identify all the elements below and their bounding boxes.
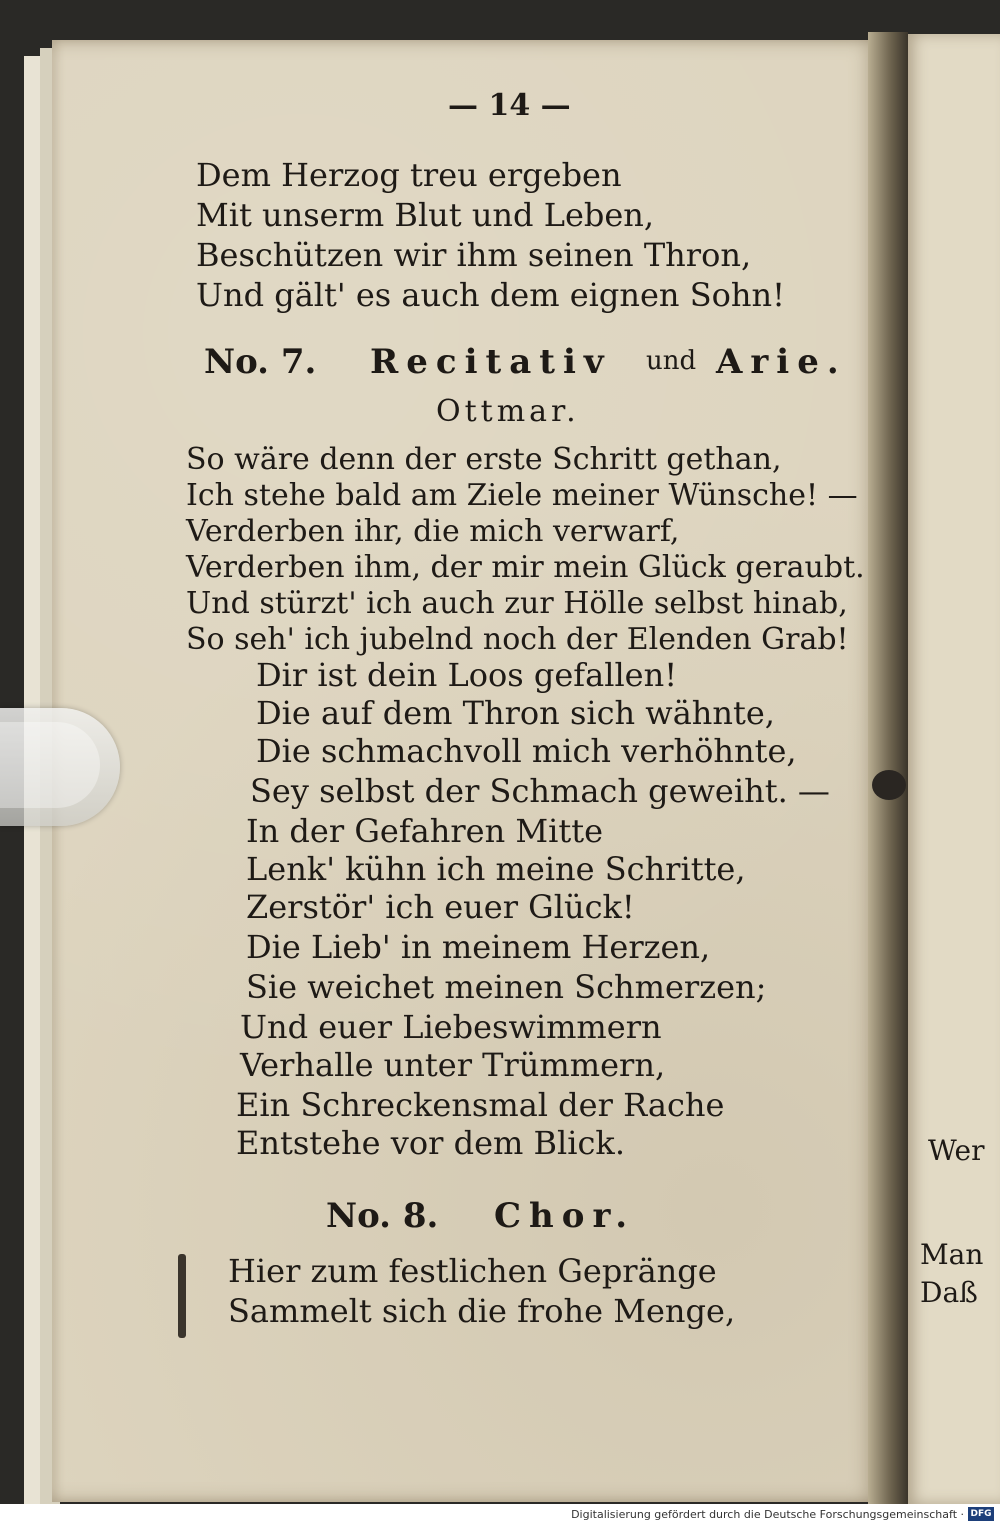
verse-line: Beschützen wir ihm seinen Thron,	[196, 236, 752, 274]
section-title: Arie.	[716, 342, 847, 382]
section-title: Chor.	[494, 1196, 636, 1236]
section-title: Recitativ	[370, 342, 612, 382]
verse-line: Die auf dem Thron sich wähnte,	[256, 694, 775, 732]
verse-line: Verhalle unter Trümmern,	[240, 1046, 666, 1084]
verse-line: Und gält' es auch dem eignen Sohn!	[196, 276, 785, 314]
verse-line: Ich stehe bald am Ziele meiner Wünsche! —	[186, 478, 858, 513]
section-number: No. 8.	[326, 1196, 439, 1236]
footer-credit: Digitalisierung gefördert durch die Deutsche Forschungsgemeinschaft ·	[571, 1508, 964, 1521]
verse-line: Die Lieb' in meinem Herzen,	[246, 928, 711, 966]
verse-line: Zerstör' ich euer Glück!	[246, 888, 635, 926]
verse-line: Dem Herzog treu ergeben	[196, 156, 622, 194]
book-gutter	[868, 32, 908, 1504]
verse-line: So seh' ich jubelnd noch der Elenden Grab!	[186, 622, 849, 657]
verse-line: Entstehe vor dem Blick.	[236, 1124, 625, 1162]
right-page-fragment: Man	[920, 1238, 984, 1271]
right-page-fragment: Wer	[928, 1134, 985, 1167]
verse-line: Und stürzt' ich auch zur Hölle selbst hinab,	[186, 586, 848, 621]
verse-line: Mit unserm Blut und Leben,	[196, 196, 655, 234]
verse-line: Lenk' kühn ich meine Schritte,	[246, 850, 746, 888]
verse-line: Ein Schreckensmal der Rache	[236, 1086, 725, 1124]
right-page-fragment: Daß	[920, 1276, 978, 1309]
page-number: — 14 —	[448, 88, 571, 123]
verse-line: In der Gefahren Mitte	[246, 812, 604, 850]
verse-line: Dir ist dein Loos gefallen!	[256, 656, 678, 694]
section-title-conjunction: und	[646, 346, 697, 376]
verse-line: Sie weichet meinen Schmerzen;	[246, 968, 767, 1006]
verse-line: Verderben ihr, die mich verwarf,	[186, 514, 680, 549]
verse-line: Und euer Liebeswimmern	[240, 1008, 662, 1046]
section-number: No. 7.	[204, 342, 317, 382]
binding-thread	[872, 770, 906, 800]
dfg-logo: DFG	[968, 1507, 994, 1521]
verse-line: So wäre denn der erste Schritt gethan,	[186, 442, 782, 477]
page-clip-highlight	[0, 722, 100, 808]
verse-line: Hier zum festlichen Gepränge	[228, 1252, 717, 1290]
verse-line: Die schmachvoll mich verhöhnte,	[256, 732, 797, 770]
verse-line: Sey selbst der Schmach geweiht. —	[250, 772, 830, 810]
margin-pencil-mark	[178, 1254, 186, 1338]
verse-line: Verderben ihm, der mir mein Glück geraubt.	[186, 550, 865, 585]
speaker-name: Ottmar.	[436, 394, 580, 429]
verse-line: Sammelt sich die frohe Menge,	[228, 1292, 736, 1330]
